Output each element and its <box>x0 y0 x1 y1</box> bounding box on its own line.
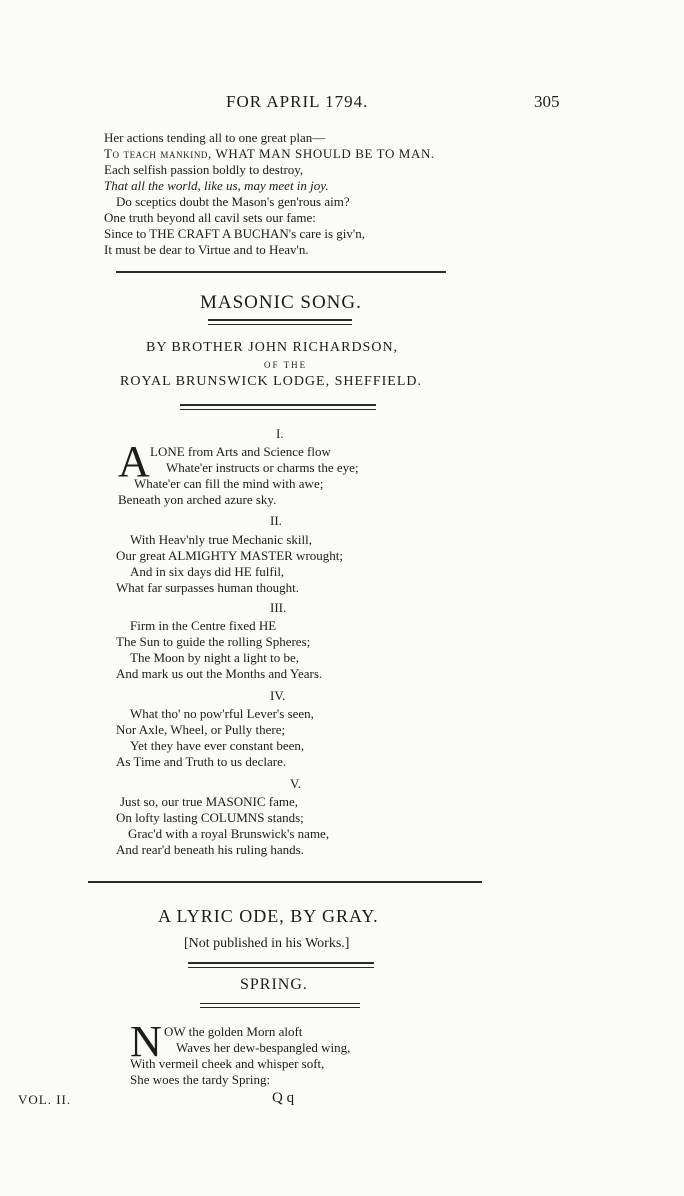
song-line: And in six days did HE fulfil, <box>130 564 285 579</box>
song-line: And rear'd beneath his ruling hands. <box>116 842 304 857</box>
intro-line: Her actions tending all to one great plan— <box>104 130 326 145</box>
ode-rule <box>188 967 374 968</box>
drop-cap: A <box>118 437 150 486</box>
stanza-number: V. <box>290 776 301 791</box>
stanza-number: II. <box>270 513 282 528</box>
song-line: As Time and Truth to us declare. <box>116 754 287 769</box>
ode-rule <box>188 962 374 964</box>
song-line: The Moon by night a light to be, <box>130 650 299 665</box>
section-divider <box>88 881 482 883</box>
ode-title: A LYRIC ODE, BY GRAY. <box>158 906 379 926</box>
section-divider <box>116 271 446 273</box>
of-the: OF THE <box>264 360 308 370</box>
song-line: The Sun to guide the rolling Spheres; <box>116 634 311 649</box>
intro-line: Each selfish passion boldly to destroy, <box>104 162 304 177</box>
song-line: And mark us out the Months and Years. <box>116 666 323 681</box>
lodge-name: ROYAL BRUNSWICK LODGE, SHEFFIELD. <box>120 374 422 389</box>
song-line: Just so, our true MASONIC fame, <box>120 794 299 809</box>
intro-line: Since to THE CRAFT A BUCHAN's care is giv'n, <box>104 226 365 241</box>
song-title: MASONIC SONG. <box>200 292 362 313</box>
song-line: Firm in the Centre fixed HE <box>130 618 277 633</box>
ode-rule <box>200 1003 360 1004</box>
stanza-number: III. <box>270 600 287 615</box>
intro-line: That all the world, like us, may meet in joy. <box>104 178 329 193</box>
ode-line: She woes the tardy Spring: <box>130 1072 271 1087</box>
song-line: On lofty lasting COLUMNS stands; <box>116 810 304 825</box>
song-line: What far surpasses human thought. <box>116 580 300 595</box>
title-rule <box>208 319 352 321</box>
song-line: Our great ALMIGHTY MASTER wrought; <box>116 548 343 563</box>
volume-mark: VOL. II. <box>18 1092 72 1107</box>
song-line: Whate'er instructs or charms the eye; <box>166 460 359 475</box>
song-line: Beneath yon arched azure sky. <box>118 492 277 507</box>
song-line: Grac'd with a royal Brunswick's name, <box>128 826 330 841</box>
intro-line: Do sceptics doubt the Mason's gen'rous aim? <box>116 194 350 209</box>
song-line: With Heav'nly true Mechanic skill, <box>130 532 312 547</box>
stanza-number: I. <box>276 426 284 441</box>
ode-line: OW the golden Morn aloft <box>164 1024 303 1039</box>
song-line: Yet they have ever constant been, <box>130 738 305 753</box>
stanza-number: IV. <box>270 688 286 703</box>
intro-line: It must be dear to Virtue and to Heav'n. <box>104 242 309 257</box>
ode-line: With vermeil cheek and whisper soft, <box>130 1056 325 1071</box>
ode-subtitle: SPRING. <box>240 976 308 993</box>
ode-line: Waves her dew-bespangled wing, <box>176 1040 351 1055</box>
byline-rule <box>180 404 376 406</box>
intro-line: To teach mankind, WHAT MAN SHOULD BE TO MAN. <box>104 146 435 161</box>
signature-mark: Q q <box>272 1090 295 1106</box>
byline-rule <box>180 409 376 410</box>
song-line: Whate'er can fill the mind with awe; <box>134 476 324 491</box>
song-line: Nor Axle, Wheel, or Pully there; <box>116 722 286 737</box>
running-title: FOR APRIL 1794. <box>226 92 369 111</box>
intro-line: One truth beyond all cavil sets our fame: <box>104 210 316 225</box>
drop-cap: N <box>130 1017 162 1066</box>
ode-note: [Not published in his Works.] <box>184 936 350 951</box>
song-line: LONE from Arts and Science flow <box>150 444 331 459</box>
ode-rule <box>200 1007 360 1008</box>
page-number: 305 <box>534 92 560 111</box>
song-byline: BY BROTHER JOHN RICHARDSON, <box>146 340 399 355</box>
song-line: What tho' no pow'rful Lever's seen, <box>130 706 314 721</box>
title-rule <box>208 324 352 325</box>
